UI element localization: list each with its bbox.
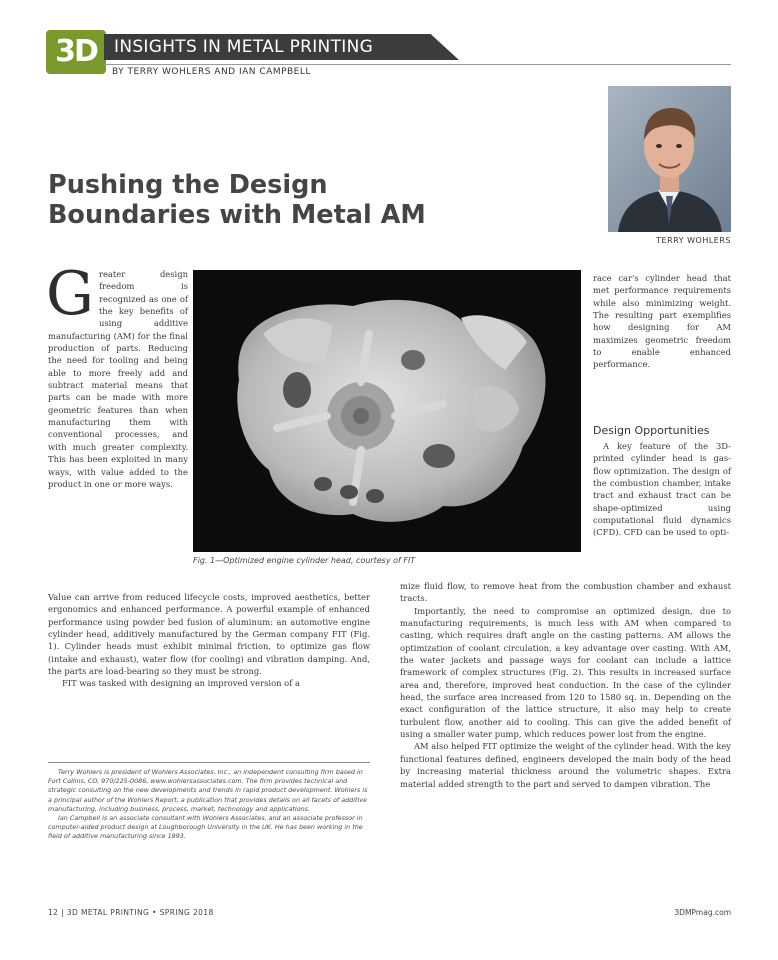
column-title: INSIGHTS IN METAL PRINTING [114, 37, 374, 57]
paragraph: mize fluid flow, to remove heat from the combustion chamber and exhaust tracts. [400, 581, 731, 604]
section-heading: Design Opportunities [593, 424, 710, 437]
headline-line-2: Boundaries with Metal AM [48, 200, 426, 230]
footnote-divider [48, 762, 370, 763]
drop-cap: G [46, 259, 94, 329]
byline: BY TERRY WOHLERS AND IAN CAMPBELL [112, 67, 311, 77]
paragraph: A key feature of the 3D-printed cylinder head is gas-flow optimization. The design of the combustion chamber, intake tract and exhaust tract can be shape-optimized using computational fluid dynamics (CFD). CFD can be used to opti- [593, 441, 731, 538]
page-folio: 12 | 3D METAL PRINTING • SPRING 2018 [48, 908, 214, 917]
headline-line-1: Pushing the Design [48, 170, 328, 200]
body-column-right-bottom [400, 580, 731, 790]
body-column-wide [48, 591, 370, 690]
figure-cylinder-head-photo [193, 270, 581, 552]
paragraph: Value can arrive from reduced lifecycle costs, improved aesthetics, better ergonomics and enhanced performance. A powerful example of enhanced performance using powder bed fusion of aluminum: an automotive engine cylinder head, additively manufactured by the German company FIT (Fig. 1). Cylinder heads must exhibit minimal friction, to optimize gas flow (intake and exhaust), water flow (for cooling) and vibration damping. And, the parts are load-bearing so they must be strong. [48, 592, 370, 677]
intro-text: reater design freedom is recognized as one of the key benefits of using additive manufacturing (AM) for the final production of parts. Reducing the need for tooling and being able to more freely add and subtract material means that parts can be made with more geometric features than when manufacturing them with conventional processes, and with much greater complexity. This has been exploited in many ways, with value added to the product in one or more ways. [48, 269, 188, 489]
cylinder-head-illustration [193, 270, 581, 552]
author-headshot [608, 86, 731, 232]
figure-caption: Fig. 1—Optimized engine cylinder head, courtesy of FIT [193, 556, 416, 565]
article-headline [48, 170, 468, 230]
paragraph: Importantly, the need to compromise an optimized design, due to manufacturing requirements, is much less with AM when compared to casting, which requires draft angle on the casting patterns. AM allows the optimization of coolant circulation, a key advantage over casting. With AM, the water jackets and passage ways for coolant can include a lattice framework of complex structures (Fig. 2). This results in increased surface area and, therefore, improved heat conduction. In the case of the cylinder head, the surface area increased from 120 to 1580 sq. in. Depending on the exact configuration of the lattice structure, it also may help to create turbulent flow, another aid to cooling. This can give the added benefit of using a smaller water pump, which reduces power lost from the engine. [400, 605, 731, 740]
footnote-paragraph: Terry Wohlers is president of Wohlers Associates, Inc., an independent consulting firm based in Fort Collins, CO, 970/225-0086, www.wohlersassociates.com. The firm provides technical and strategic consulting on the new developments and trends in rapid product development. Wohlers is a principal author of the Wohlers Report, a publication that provides details on all facets of additive manufacturing, including business, process, market, technology and applications. [48, 768, 368, 813]
section-logo-badge: 3D [46, 30, 106, 74]
footnote-paragraph: Ian Campbell is an associate consultant with Wohlers Associates, and an associate professor in computer-aided product design at Loughborough University in the UK. He has been working in the field of additive manufacturing since 1993. [48, 814, 363, 841]
body-column-right-top [593, 272, 731, 371]
body-column-right-mid [593, 440, 731, 539]
paragraph: FIT was tasked with designing an improved version of a [62, 678, 300, 689]
intro-column [46, 259, 188, 490]
author-bio-footnote [48, 768, 370, 842]
paragraph: AM also helped FIT optimize the weight of the cylinder head. With the key functional features defined, engineers developed the main body of the head by increasing material thickness around the volumetric shapes. Extra material added strength to the part and served to dampen vibration. The [400, 741, 731, 789]
paragraph: race car's cylinder head that met performance requirements while also minimizing weight. The resulting part exemplifies how designing for AM maximizes geometric freedom to enable enhanced performance. [593, 273, 731, 370]
header-divider [104, 64, 731, 65]
headshot-illustration [608, 86, 731, 232]
magazine-url: 3DMPmag.com [674, 908, 731, 917]
headshot-caption: TERRY WOHLERS [656, 236, 731, 245]
